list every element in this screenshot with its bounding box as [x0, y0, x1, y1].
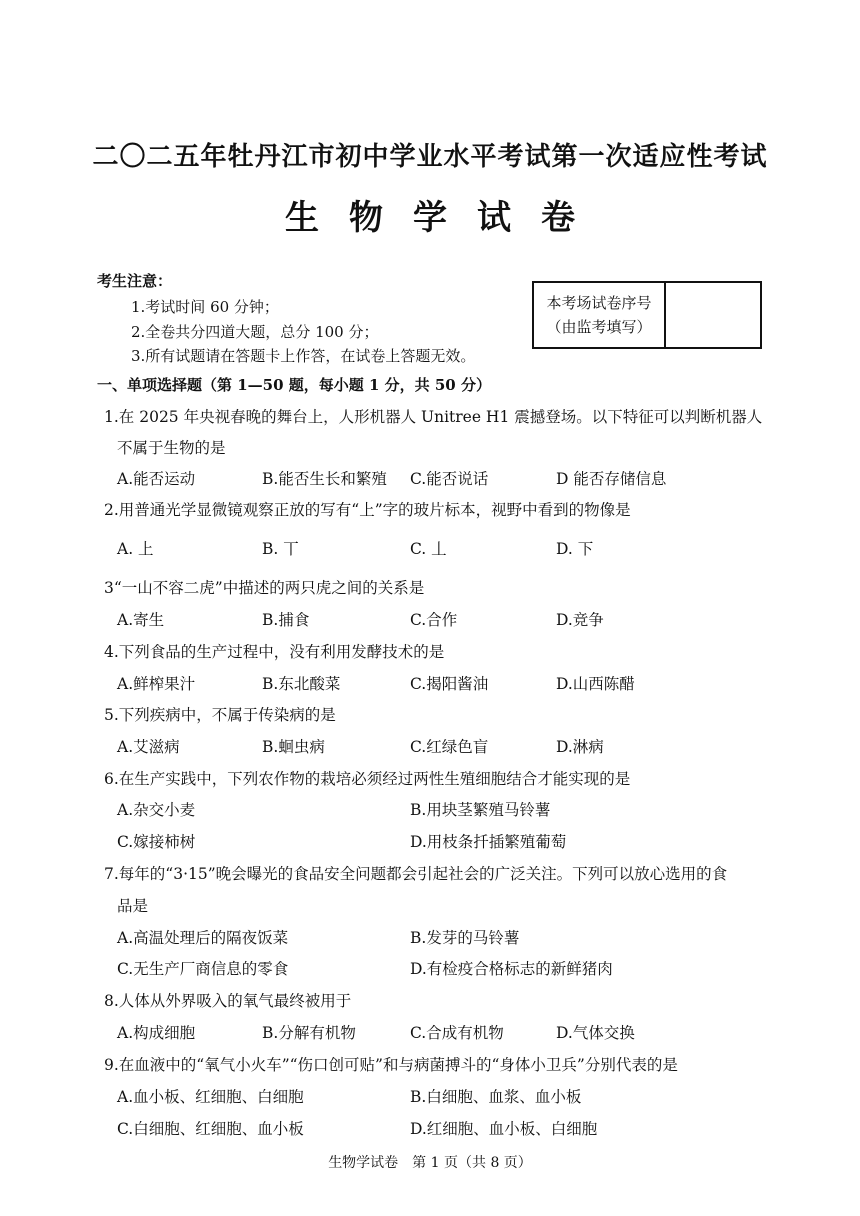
- question-2-option-c: C. 丄: [410, 540, 447, 558]
- notice-line-1: 1.考试时间 60 分钟；: [131, 298, 279, 316]
- question-8-option-b: B.分解有机物: [262, 1024, 356, 1042]
- question-6-option-d: D.用枝条扦插繁殖葡萄: [410, 833, 567, 851]
- question-2-stem: 2.用普通光学显微镜观察正放的写有“上”字的玻片标本，视野中看到的物像是: [104, 501, 631, 519]
- question-9-option-d: D.红细胞、血小板、白细胞: [410, 1120, 598, 1138]
- question-3-option-d: D.竞争: [556, 611, 604, 629]
- question-2-option-b: B. 丅: [262, 540, 299, 558]
- page-footer: 生物学试卷 第 1 页（共 8 页）: [328, 1155, 532, 1171]
- question-2-option-a: A. 上: [117, 540, 154, 558]
- question-1-option-d: D 能否存储信息: [556, 470, 667, 488]
- question-1-option-b: B.能否生长和繁殖: [262, 470, 387, 488]
- question-6-option-b: B.用块茎繁殖马铃薯: [410, 801, 551, 819]
- question-6-stem: 6.在生产实践中，下列农作物的栽培必须经过两性生殖细胞结合才能实现的是: [104, 770, 631, 788]
- question-8-option-c: C.合成有机物: [410, 1024, 504, 1042]
- question-5-option-b: B.蛔虫病: [262, 738, 325, 756]
- question-4-option-c: C.揭阳酱油: [410, 675, 489, 693]
- question-7-option-a: A.高温处理后的隔夜饭菜: [117, 929, 289, 947]
- question-6-option-c: C.嫁接柿树: [117, 833, 196, 851]
- question-9-option-c: C.白细胞、红细胞、血小板: [117, 1120, 304, 1138]
- serial-label-line1: 本考场试卷序号: [546, 294, 652, 312]
- question-7-option-d: D.有检疫合格标志的新鲜猪肉: [410, 960, 613, 978]
- question-6-option-a: A.杂交小麦: [117, 801, 196, 819]
- question-7-stem: 7.每年的“3·15”晚会曝光的食品安全问题都会引起社会的广泛关注。下列可以放心选用的食: [104, 865, 728, 883]
- question-1-stem-cont: 不属于生物的是: [117, 439, 226, 457]
- question-7-option-b: B.发芽的马铃薯: [410, 929, 520, 947]
- serial-label-line2: （由监考填写）: [546, 318, 652, 336]
- serial-label: [534, 283, 666, 347]
- question-2-option-d: D. 下: [556, 540, 594, 558]
- section-title: 一、单项选择题（第 1—50 题，每小题 1 分，共 50 分）: [97, 376, 491, 394]
- question-9-stem: 9.在血液中的“氧气小火车”“伤口创可贴”和与病菌搏斗的“身体小卫兵”分别代表的是: [104, 1056, 678, 1074]
- question-1-option-c: C.能否说话: [410, 470, 489, 488]
- question-8-option-d: D.气体交换: [556, 1024, 635, 1042]
- question-1-stem: 1.在 2025 年央视春晚的舞台上，人形机器人 Unitree H1 震撼登场。以下特征可以判断机器人: [104, 408, 763, 426]
- question-4-option-d: D.山西陈醋: [556, 675, 635, 693]
- serial-number-box: [532, 281, 762, 349]
- question-8-stem: 8.人体从外界吸入的氧气最终被用于: [104, 992, 352, 1010]
- question-3-option-c: C.合作: [410, 611, 458, 629]
- question-5-stem: 5.下列疾病中，不属于传染病的是: [104, 706, 336, 724]
- question-5-option-a: A.艾滋病: [117, 738, 180, 756]
- question-7-stem-cont: 品是: [117, 897, 149, 915]
- question-4-stem: 4.下列食品的生产过程中，没有利用发酵技术的是: [104, 643, 445, 661]
- question-9-option-a: A.血小板、红细胞、白细胞: [117, 1088, 304, 1106]
- question-1-option-a: A.能否运动: [117, 470, 196, 488]
- question-5-option-c: C.红绿色盲: [410, 738, 489, 756]
- notice-line-2: 2.全卷共分四道大题，总分 100 分；: [131, 323, 379, 341]
- question-9-option-b: B.白细胞、血浆、血小板: [410, 1088, 582, 1106]
- question-4-option-b: B.东北酸菜: [262, 675, 341, 693]
- question-8-option-a: A.构成细胞: [117, 1024, 196, 1042]
- question-7-option-c: C.无生产厂商信息的零食: [117, 960, 289, 978]
- question-3-option-b: B.捕食: [262, 611, 310, 629]
- question-4-option-a: A.鲜榨果汁: [117, 675, 196, 693]
- question-3-option-a: A.寄生: [117, 611, 165, 629]
- notice-line-3: 3.所有试题请在答题卡上作答，在试卷上答题无效。: [131, 347, 476, 365]
- exam-subtitle: 生物学试卷: [285, 198, 605, 238]
- notice-label: 考生注意：: [97, 272, 173, 290]
- question-3-stem: 3“一山不容二虎”中描述的两只虎之间的关系是: [104, 579, 425, 597]
- question-5-option-d: D.淋病: [556, 738, 604, 756]
- exam-title: 二〇二五年牡丹江市初中学业水平考试第一次适应性考试: [92, 142, 768, 172]
- serial-value-cell: [666, 283, 760, 347]
